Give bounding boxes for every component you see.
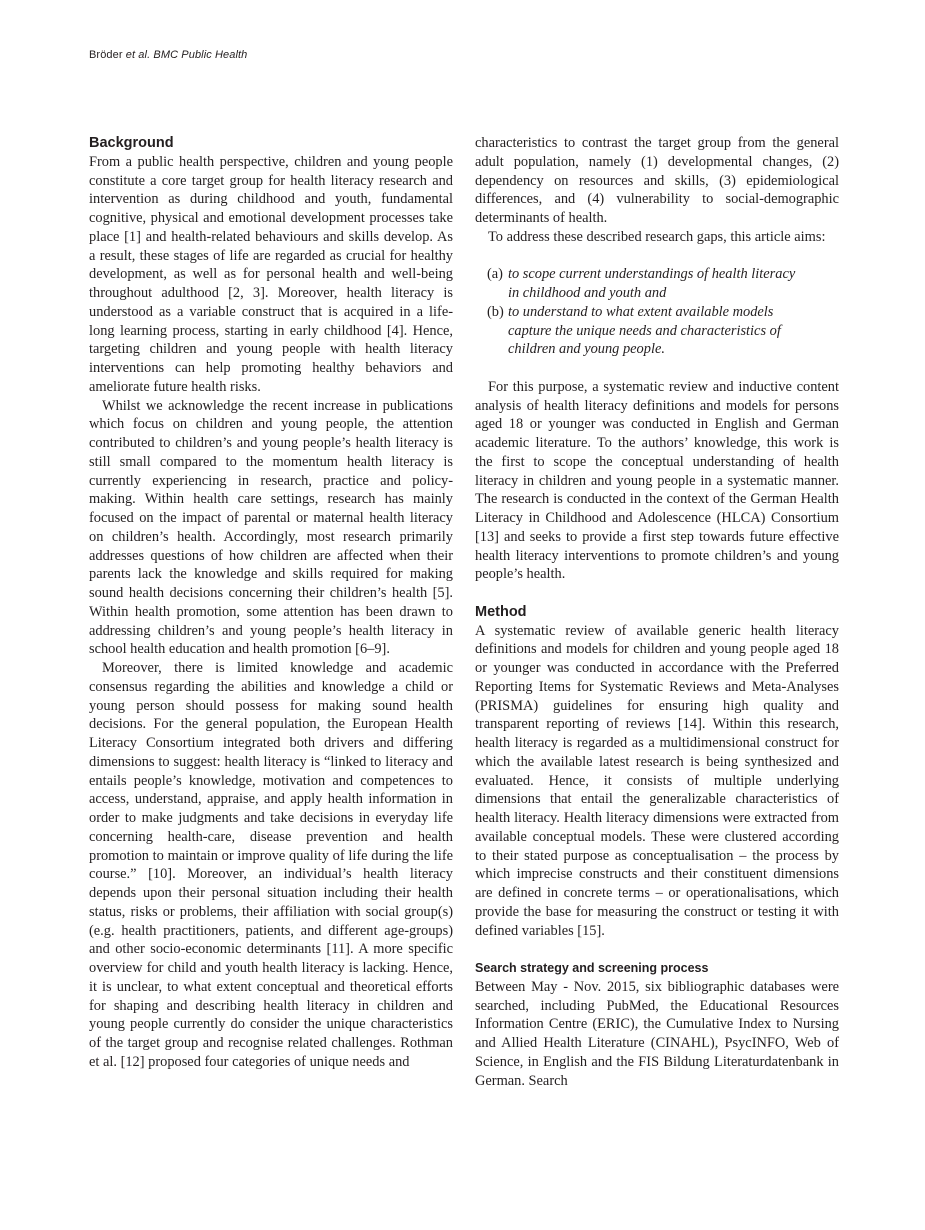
running-head-etal: et al. xyxy=(125,49,151,61)
right-column xyxy=(475,134,839,1090)
aim-item xyxy=(475,303,839,359)
aim-marker: (a) xyxy=(487,266,503,283)
running-head xyxy=(89,49,247,61)
background-paragraph-3: Moreover, there is limited knowledge and academic consensus regarding the abilities and knowledge a child or young person should possess for making sound health decisions. For the general population, the European Health Literacy Consortium integrated both drivers and differing dimensions to suggest: health literacy is “linked to literacy and entails people’s knowledge, motivation and competences to access, understand, appraise, and apply health information in order to make judgments and take decisions in everyday life concerning health-care, disease prevention and health promotion to maintain or improve quality of life during the life course.” [10]. Moreover, an individual’s health literacy depends upon their personal situation including their health status, risks or problems, their affiliation with social group(s) (e.g. health practitioners, patients, and different age-groups) and other socio-economic determinants [11]. A more specific overview for child and youth health literacy is lacking. Hence, it is unclear, to what extent conceptual and theoretical efforts for shaping and describing health literacy in children and young people currently do consider the unique characteristics of the target group and recognise related challenges. Rothman et al. [12] proposed four categories of unique needs and xyxy=(89,660,453,1070)
background-paragraph-2: Whilst we acknowledge the recent increase in publications which focus on children and young people, the attention contributed to children’s and young people’s health literacy is still small compared to the momentum health literacy is currently experiencing in research, practice and policy-making. Within health care settings, research has mainly focused on the impact of parental or maternal health literacy on children’s health. Accordingly, most research primarily addresses questions of how children are affected when their parents lack the knowledge and skills required for making sound health decisions concerning their children’s health [5]. Within health promotion, some attention has been drawn to addressing children’s and young people’s health literacy in school health education and health promotion [6–9]. xyxy=(89,397,453,658)
purpose-paragraph: For this purpose, a systematic review and inductive content analysis of health literacy definitions and models for persons aged 18 or younger was conducted in English and German academic literature. To the authors’ knowledge, this work is the first to scope the conceptual understanding of health literacy in children and young people in a systematic manner. The research is conducted in the context of the German Health Literacy in Childhood and Adolescence (HLCA) Consortium [13] and seeks to provide a first step towards future effective health literacy interventions to promote children’s and young people’s health. xyxy=(475,378,839,583)
method-paragraph: A systematic review of available generic health literacy definitions and models for children and young people aged 18 or younger was conducted in accordance with the Preferred Reporting Items for Systematic Reviews and Meta-Analyses (PRISMA) guidelines for ensuring high quality and transparent reporting of reviews [14]. Within this research, health literacy is regarded as a multidimensional construct for which the available latest research is being synthesized and evaluated. Hence, it consists of multiple underlying dimensions that entail the generalizable characteristics of health literacy. Health literacy dimensions were extracted from available conceptual models. These were clustered according to their stated purpose as conceptualisation – the process by which imprecise constructs and their constituent dimensions are defined in concrete terms – or operationalisations, which provide the base for measuring the construct or testing it with defined variables [15]. xyxy=(475,622,839,939)
search-strategy-heading: Search strategy and screening process xyxy=(475,961,709,975)
running-head-journal: BMC Public Health xyxy=(153,49,248,61)
aims-intro: To address these described research gaps, this article aims: xyxy=(488,228,826,245)
aim-text: to scope current understandings of health literacy in childhood and youth and xyxy=(508,266,796,301)
running-head-authors: Bröder xyxy=(89,49,123,61)
search-strategy-paragraph: Between May - Nov. 2015, six bibliographic databases were searched, including PubMed, the Educational Resources Information Centre (ERIC), the Cumulative Index to Nursing and Allied Health Literature (CINAHL), PsycINFO, Web of Science, in English and the FIS Bildung Literaturdatenbank in German. Search xyxy=(475,978,839,1089)
aim-item xyxy=(475,265,839,303)
aim-marker: (b) xyxy=(487,303,504,320)
aim-text: to understand to what extent available models capture the unique needs and characteristics of children and young people. xyxy=(508,303,781,358)
background-continuation: characteristics to contrast the target group from the general adult population, namely (1) developmental changes, (2) dependency on resources and skills, (3) epidemiological differences, and (4) vulnerability to social-demographic determinants of health. xyxy=(475,135,839,226)
background-heading: Background xyxy=(89,135,174,151)
background-paragraph-1: From a public health perspective, children and young people constitute a core target group for health literacy research and intervention as during childhood and youth, fundamental cognitive, physical and emotional development processes take place [1] and health-related behaviours and skills develop. As a result, these stages of life are regarded as crucial for healthy development, as well as for personal health and well-being throughout adulthood [2, 3]. Moreover, health literacy is understood as a variable construct that is acquired in a life-long learning process, starting in early childhood [4]. Hence, targeting children and young people with health literacy interventions can help promoting healthy behaviors and ameliorate future health risks. xyxy=(89,153,453,395)
aims-list xyxy=(475,265,839,359)
left-column xyxy=(89,134,453,1072)
method-heading: Method xyxy=(475,603,527,620)
